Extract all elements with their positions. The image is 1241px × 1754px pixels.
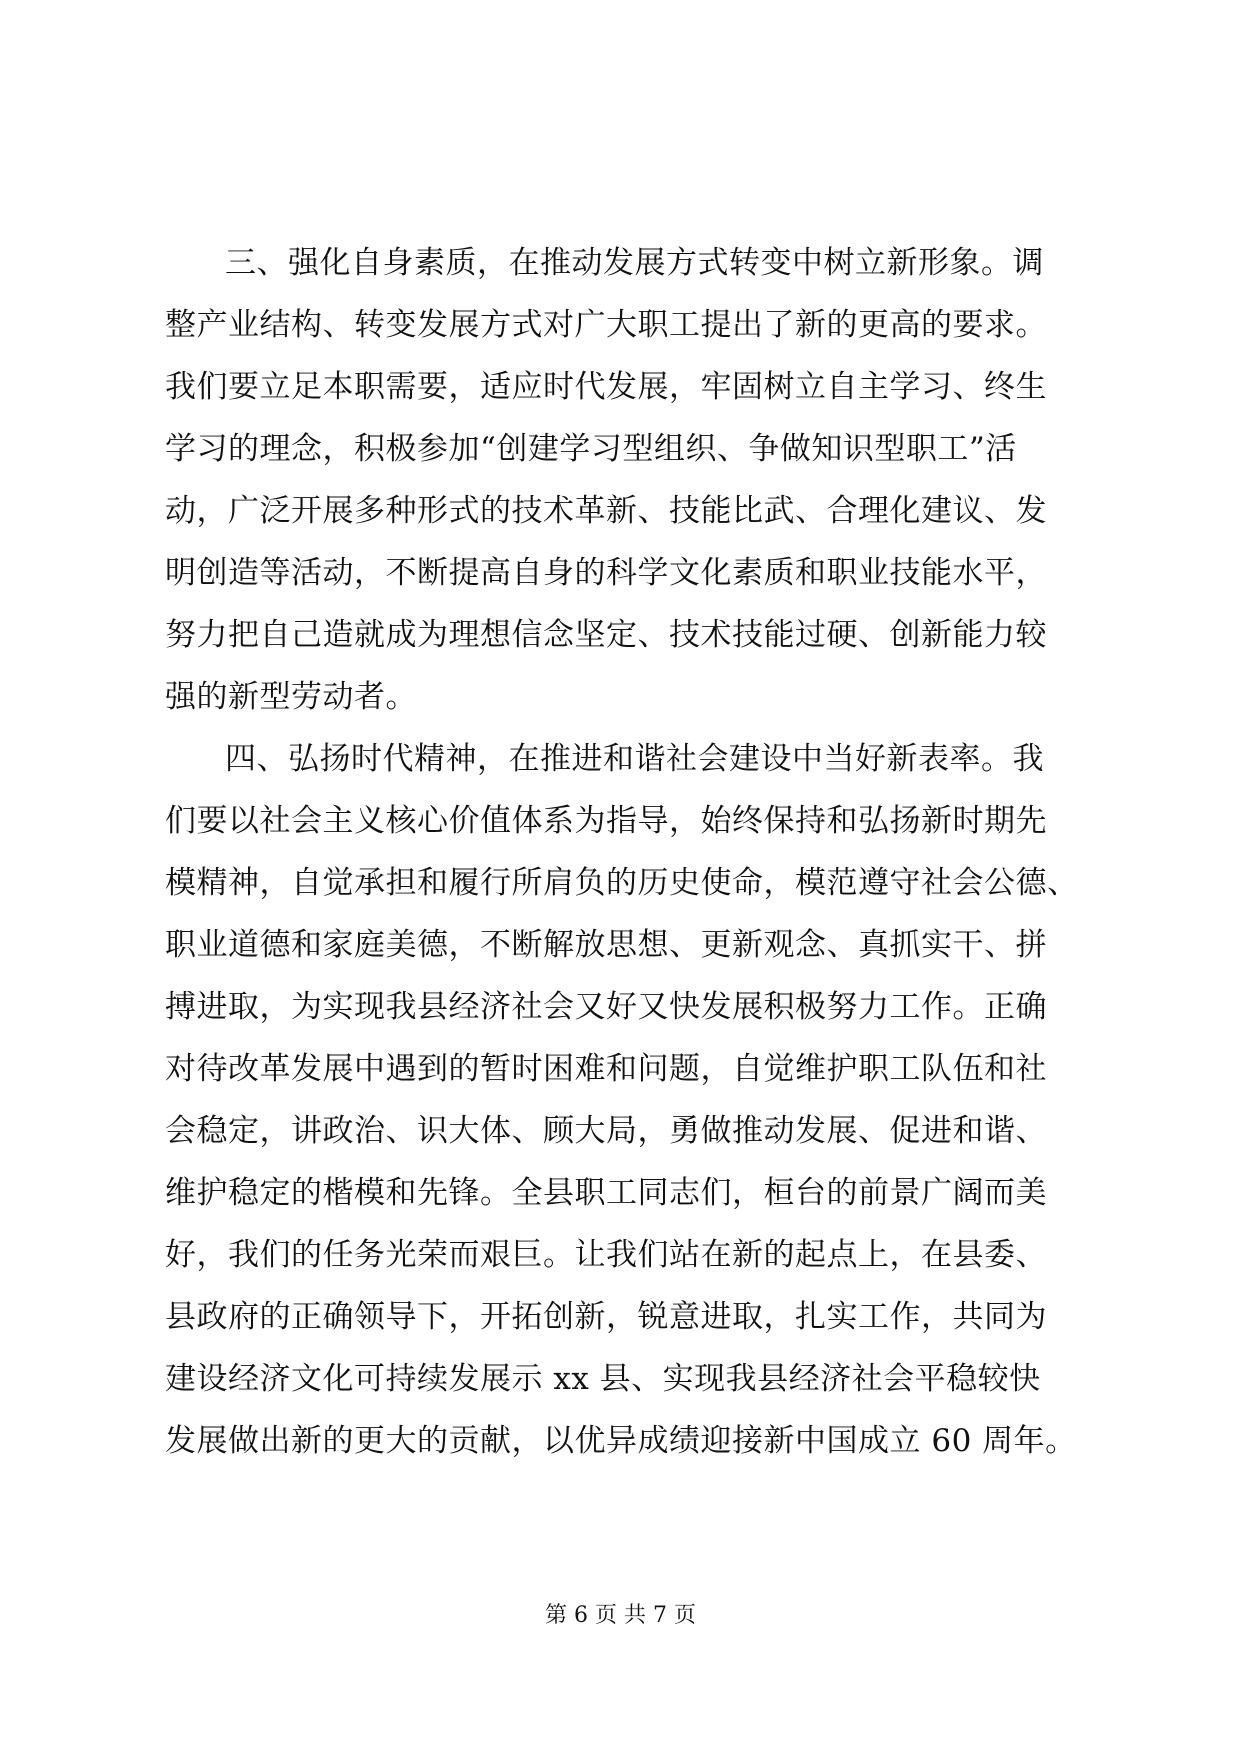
text-line: 我们要立足本职需要，适应时代发展，牢固树立自主学习、终生 xyxy=(165,369,1047,405)
text-line: 会稳定，讲政治、识大体、顾大局，勇做推动发展、促进和谐、 xyxy=(165,1113,1047,1149)
text-line: 发展做出新的更大的贡献，以优异成绩迎接新中国成立 60 周年。 xyxy=(165,1423,1077,1459)
text-line: 好，我们的任务光荣而艰巨。让我们站在新的起点上，在县委、 xyxy=(165,1237,1047,1273)
text-line: 三、强化自身素质，在推动发展方式转变中树立新形象。调 xyxy=(225,245,1044,281)
paragraph-section-four xyxy=(165,728,1105,1472)
page-number-footer: 第 6 页 共 7 页 xyxy=(545,1603,696,1628)
text-line: 强的新型劳动者。 xyxy=(165,679,417,715)
paragraph-section-three xyxy=(165,232,1105,728)
document-body xyxy=(165,232,1105,1472)
text-line: 模精神，自觉承担和履行所肩负的历史使命，模范遵守社会公德、 xyxy=(165,865,1079,901)
text-line: 建设经济文化可持续发展示 xx 县、实现我县经济社会平稳较快 xyxy=(165,1361,1041,1397)
text-line: 动，广泛开展多种形式的技术革新、技能比武、合理化建议、发 xyxy=(165,493,1047,529)
text-line: 整产业结构、转变发展方式对广大职工提出了新的更高的要求。 xyxy=(165,307,1047,343)
text-line: 们要以社会主义核心价值体系为指导，始终保持和弘扬新时期先 xyxy=(165,803,1047,839)
text-line: 努力把自己造就成为理想信念坚定、技术技能过硬、创新能力较 xyxy=(165,617,1047,653)
text-line: 职业道德和家庭美德，不断解放思想、更新观念、真抓实干、拼 xyxy=(165,927,1047,963)
text-line: 搏进取，为实现我县经济社会又好又快发展积极努力工作。正确 xyxy=(165,989,1047,1025)
text-line: 学习的理念，积极参加“创建学习型组织、争做知识型职工”活 xyxy=(165,431,1017,467)
text-line: 县政府的正确领导下，开拓创新，锐意进取，扎实工作，共同为 xyxy=(165,1299,1047,1335)
text-line: 维护稳定的楷模和先锋。全县职工同志们，桓台的前景广阔而美 xyxy=(165,1175,1047,1211)
text-line: 四、弘扬时代精神，在推进和谐社会建设中当好新表率。我 xyxy=(225,741,1044,777)
text-line: 明创造等活动，不断提高自身的科学文化素质和职业技能水平， xyxy=(165,555,1047,591)
text-line: 对待改革发展中遇到的暂时困难和问题，自觉维护职工队伍和社 xyxy=(165,1051,1047,1087)
